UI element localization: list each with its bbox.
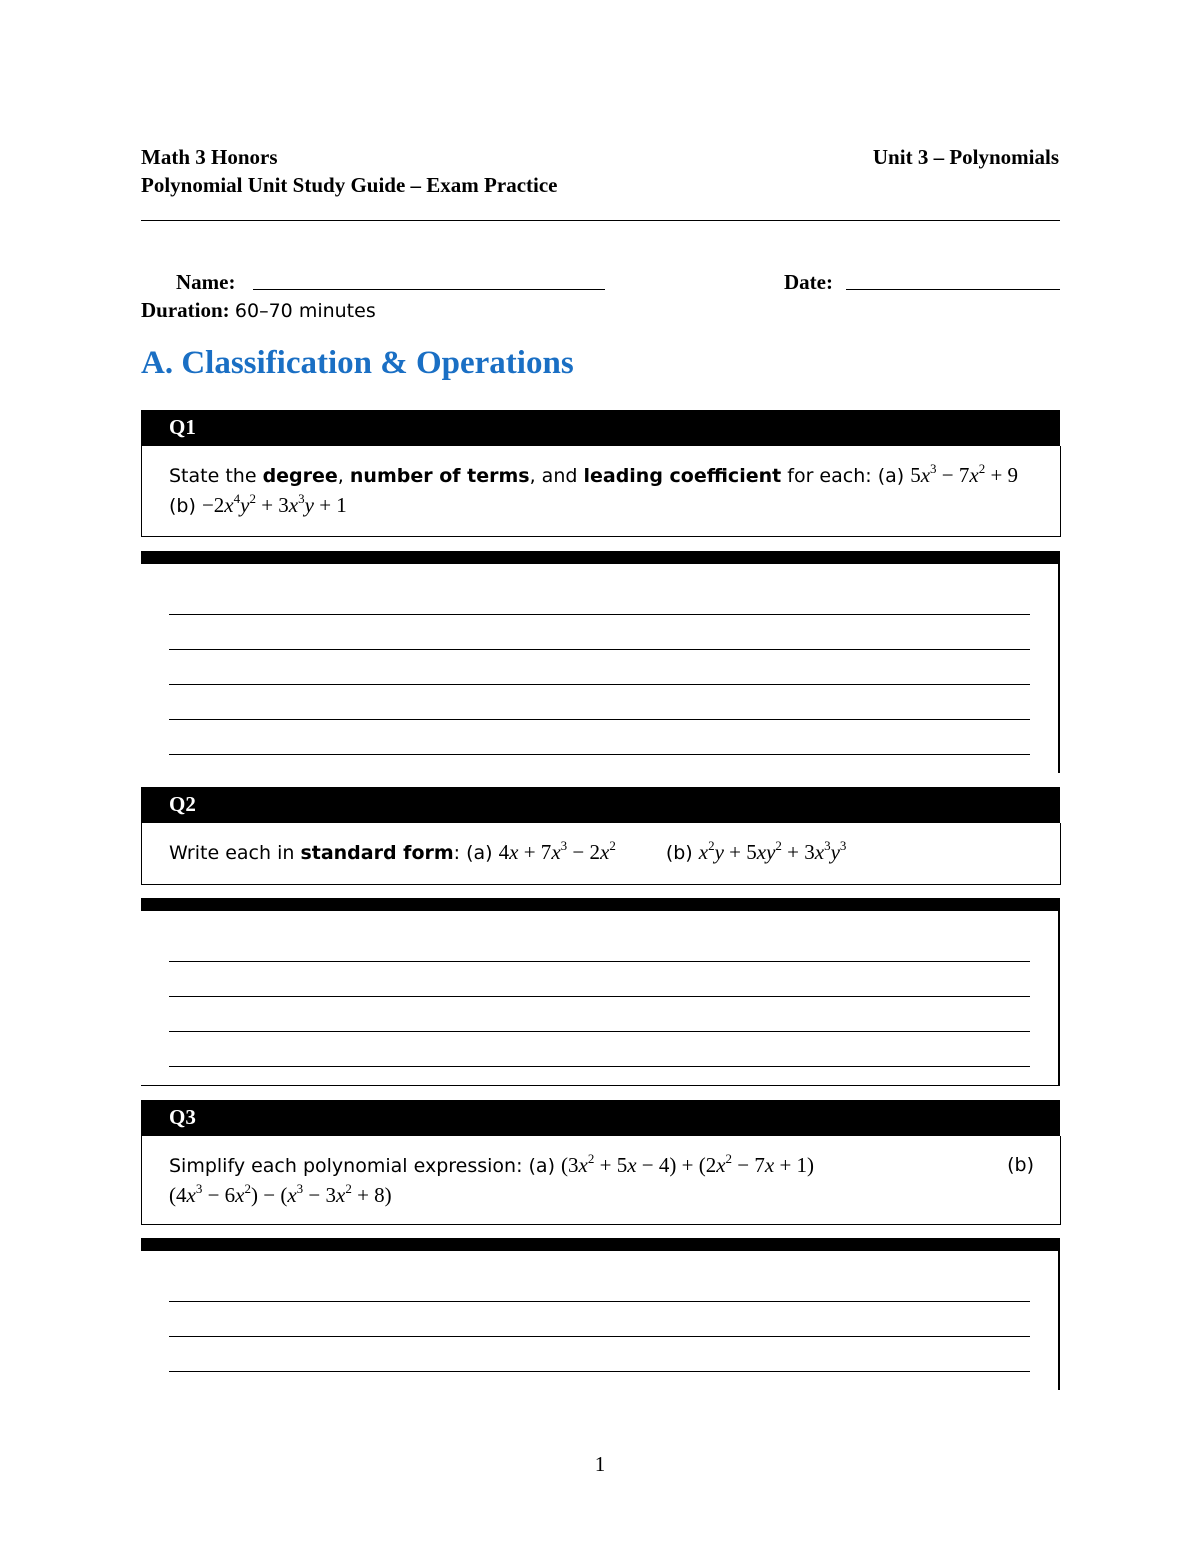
name-input-line[interactable]: [253, 289, 605, 290]
q3-answer-right-border: [1058, 1238, 1060, 1390]
q1-answer-top-bar: [141, 551, 1060, 564]
q1-term-degree: degree: [262, 465, 338, 487]
q2-answer-right-border: [1058, 898, 1060, 1086]
unit-title: Unit 3 – Polynomials: [872, 145, 1059, 169]
q3-header-bar: [141, 1100, 1060, 1136]
date-label: Date:: [784, 270, 833, 294]
q3-expression-b: $(4x^3 - 6x^2) - (x^3 - 3x^2 + 8)$: [169, 1181, 392, 1207]
section-title: A. Classification & Operations: [141, 345, 574, 381]
q1-question-box: [141, 446, 1061, 537]
q1-answer-line[interactable]: [169, 684, 1030, 685]
q3-expression-a: $(3x^2 + 5x - 4) + (2x^2 - 7x + 1)$: [561, 1151, 815, 1177]
q3-answer-line[interactable]: [169, 1301, 1030, 1302]
q3-label: Q3: [169, 1105, 196, 1129]
duration-label: Duration:: [141, 298, 230, 322]
q1-term-leading-coefficient: leading coefficient: [583, 465, 782, 487]
q3-text: Simplify each polynomial expression: (a) $(3x^2 + 5x - 4) + (2x^2 - 7x + 1)$ (b) $(4x^3 - 6x^2) - (x^3 - 3x^2 + 8)$: [169, 1151, 1034, 1207]
q2-term-standard-form: standard form: [300, 842, 454, 864]
q2-answer-line[interactable]: [169, 1066, 1030, 1067]
q3-question-box: [141, 1136, 1061, 1225]
document-subtitle: Polynomial Unit Study Guide – Exam Practice: [141, 173, 558, 197]
q1-expression-a: $5x^3 - 7x^2 + 9$: [910, 461, 1019, 487]
q2-answer-line[interactable]: [169, 996, 1030, 997]
date-input-line[interactable]: [846, 289, 1060, 290]
duration-value: 60–70 minutes: [234, 300, 376, 322]
q1-answer-right-border: [1058, 551, 1060, 773]
q3-answer-top-bar: [141, 1238, 1060, 1251]
q2-label: Q2: [169, 792, 196, 816]
course-title: Math 3 Honors: [141, 145, 278, 169]
q2-text: Write each in standard form: (a) $4x + 7x^3 - 2x^2$ (b) $x^2y + 5xy^2 + 3x^3y^3$: [169, 838, 847, 864]
header-divider: [141, 220, 1060, 221]
q1-answer-line[interactable]: [169, 614, 1030, 615]
q1-text: State the degree, number of terms, and leading coefficient for each: (a) $5x^3 - 7x^2 + 9$ $(b) -2x^4y^2 + 3x^3y + 1$: [169, 461, 1019, 517]
duration-line: [141, 298, 376, 323]
q1-answer-line[interactable]: [169, 719, 1030, 720]
q3-answer-line[interactable]: [169, 1336, 1030, 1337]
q2-expression-b: $x^2y + 5xy^2 + 3x^3y^3$: [698, 838, 847, 864]
name-label: Name:: [176, 270, 236, 294]
q2-answer-top-bar: [141, 898, 1060, 911]
q2-expression-a: $4x + 7x^3 - 2x^2$: [498, 838, 616, 864]
q1-answer-line[interactable]: [169, 649, 1030, 650]
q1-term-number-of-terms: number of terms: [349, 465, 530, 487]
q2-answer-bottom-border: [141, 1085, 1060, 1086]
q1-expression-b: $-2x^4y^2 + 3x^3y + 1$: [201, 491, 347, 517]
q2-header-bar: [141, 787, 1060, 823]
q2-question-box: [141, 823, 1061, 885]
page-number: 1: [594, 1452, 606, 1476]
q2-answer-line[interactable]: [169, 1031, 1030, 1032]
q1-answer-line[interactable]: [169, 754, 1030, 755]
q1-label: Q1: [169, 415, 196, 439]
q3-answer-line[interactable]: [169, 1371, 1030, 1372]
q1-header-bar: [141, 410, 1060, 446]
q2-answer-line[interactable]: [169, 961, 1030, 962]
